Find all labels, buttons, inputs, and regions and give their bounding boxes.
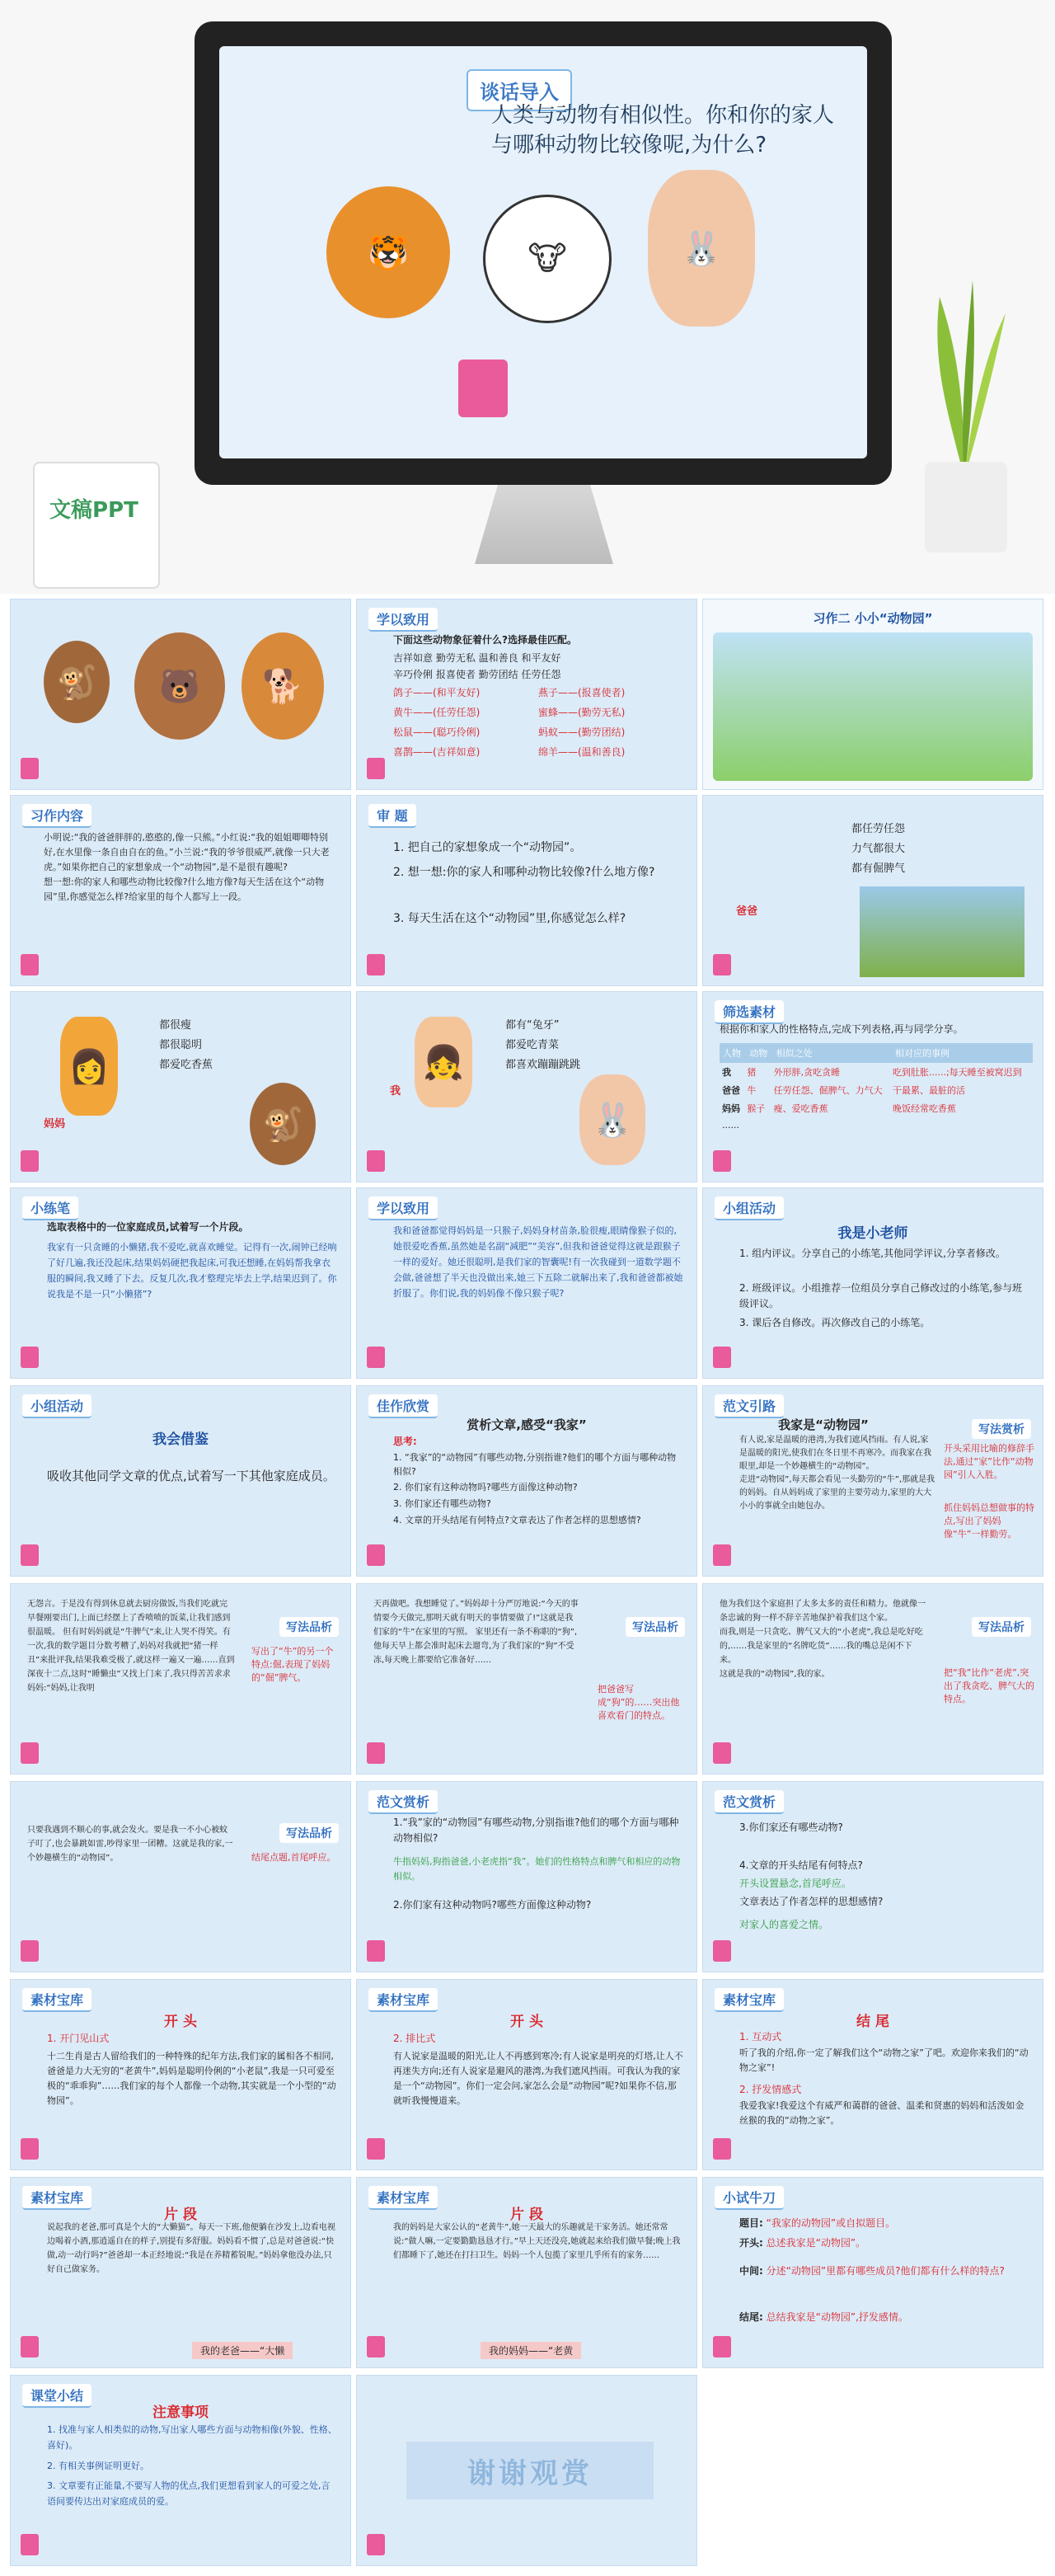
table-row	[720, 1117, 1033, 1133]
slide-model-review-2	[702, 1781, 1043, 1972]
practice-text: 我家有一只贪睡的小懒猪,我不爱吃,就喜欢睡觉。记得有一次,闹钟已经响了好几遍,我还没起床,结果妈妈硬把我起床,可我还想睡,在妈妈帮我拿衣服的瞬间,我又睡了下去。反复几次,我才整理完毕去上学,结果迟到了。你说我是不是一只“小懒猪”?	[47, 1242, 337, 1300]
slide-tag: 学以致用	[368, 1196, 438, 1220]
answer: 开头设置悬念,首尾呼应。	[739, 1878, 851, 1889]
teacher-item: 1. 组内评议。分享自己的小练笔,其他同学评议,分享者修改。	[739, 1248, 1006, 1259]
answer: 对家人的喜爱之情。	[739, 1919, 829, 1930]
question: 2.你们家有这种动物吗?哪些方面像这种动物?	[393, 1899, 592, 1911]
table-header-cell: 相对应的事例	[895, 1048, 950, 1059]
monkey-illustration: 🐒	[250, 1083, 316, 1165]
zoo-title: 习作二 小小“动物园”	[813, 611, 933, 626]
material-sub: 1. 互动式	[739, 2031, 782, 2042]
book-icon	[21, 2534, 39, 2555]
table-cell: 猪	[747, 1067, 757, 1078]
book-icon	[367, 2534, 385, 2555]
slide-model	[702, 1385, 1043, 1577]
slide-analysis-1	[10, 1583, 351, 1775]
monkey-illustration: 🐒	[44, 641, 110, 723]
table-cell: 爸爸	[722, 1085, 740, 1096]
slide-appreciate	[356, 1385, 697, 1577]
book-icon	[21, 2336, 39, 2357]
slide-analysis-3	[702, 1583, 1043, 1775]
slide-tag: 学以致用	[368, 608, 438, 632]
slide-analysis-4	[10, 1781, 351, 1972]
table-header	[720, 1043, 1033, 1063]
slide-material-2	[356, 1979, 697, 2170]
mom-illustration: 👩	[60, 1017, 118, 1116]
book-icon	[367, 1347, 385, 1368]
tryit-value: “我家的动物园”或自拟题目。	[766, 2217, 896, 2229]
question: 3.你们家还有哪些动物?	[739, 1822, 843, 1833]
think-item: 1. “我家”的“动物园”有哪些动物,分别指谁?他们的哪个方面与哪种动物相似?	[393, 1452, 677, 1477]
material-text: 我的妈妈是大家公认的“老黄牛”,她一天最大的乐趣就是干家务活。她还常常说:“做人嘛,一定要勤勤恳恳才行。”早上天还没亮,她就起来给我们做早餐;晚上我们都睡下了,她还在打扫卫生。妈妈一个人包揽了家里几乎所有的家务……	[393, 2223, 681, 2260]
book-icon	[21, 1940, 39, 1962]
content-text: 小明说:“我的爸爸胖胖的,憨憨的,像一只熊。”小红说:“我的姐姐唧唧特别好,在水里像一条自由自在的鱼。”小兰说:“我的爷爷很威严,就像一只大老虎。”如果你把自己的家想象成一个“动物园”,是不是很有趣呢? 想一想:你的家人和哪些动物比较像?什么地方像?每天生活在这个“动物园”里,你感觉怎么样?给家里的每个人都写上一段。	[44, 832, 330, 902]
slide-borrow	[10, 1385, 351, 1577]
tryit-value: 总结我家是“动物园”,抒发感情。	[766, 2311, 908, 2323]
summary-item: 3. 文章要有正能量,不要写人物的优点,我们更想看到家人的可爱之处,言语间要传达出对家庭成员的爱。	[47, 2480, 331, 2507]
apply-text: 我和爸爸都觉得妈妈是一只猴子,妈妈身材苗条,脸很瘦,眼睛像猴子似的,她很爱吃香蕉,虽然她是名副“减肥”“美容”,但我和爸爸觉得这就是跟猴子一样的爱好。她还很聪明,是我们家的智囊呢!有一次我碰到一道数学题不会做,爸爸想了半天也没做出来,她三下五除二就解出来了,我和爸爸都被她折服了。你们说,我的妈妈像不像只猴子呢?	[393, 1225, 683, 1299]
book-mascot-icon	[458, 360, 508, 417]
match-pair: 鸽子——(和平友好)	[393, 687, 481, 698]
slide-tag: 小组活动	[715, 1196, 784, 1220]
trait-table	[720, 1043, 1033, 1133]
material-text: 有人说家是温暖的阳光,让人不再感到寒冷;有人说家是明亮的灯塔,让人不再迷失方向;还有人说家是避风的港湾,为我们遮风挡雨。可我认为我的家是一个“动物园”。你们一定会问,家怎么会是“动物园”呢?如果你不信,那就听我慢慢道来。	[393, 2051, 683, 2106]
material-title: 开 头	[164, 2014, 197, 2030]
table-cell: 任劳任怨、倔脾气、力气大	[773, 1085, 883, 1096]
match-pair: 绵羊——(温和善良)	[538, 746, 626, 758]
material-text: 听了我的介绍,你一定了解我们这个“动物之家”了吧。欢迎你来我们的“动物之家”!	[739, 2047, 1029, 2073]
book-icon	[21, 1544, 39, 1566]
slide-tag: 素材宝库	[368, 2186, 438, 2210]
mom-label: 妈妈	[44, 1118, 66, 1131]
borrow-title: 我会借鉴	[152, 1431, 209, 1448]
thanks-banner: 谢谢观赏	[406, 2442, 654, 2499]
rabbit-illustration: 🐰	[579, 1074, 645, 1165]
girl-illustration: 👧	[415, 1017, 472, 1107]
me-label: 我	[390, 1085, 401, 1098]
zoo-illustration	[713, 632, 1033, 781]
tiger-illustration: 🐯	[326, 186, 450, 318]
slide-apply	[356, 1187, 697, 1379]
match-row2: 辛巧伶俐 报喜使者 勤劳团结 任劳任怨	[393, 669, 561, 680]
book-icon	[713, 1150, 731, 1172]
book-icon	[713, 1940, 731, 1962]
teacher-item: 2. 班级评议。小组推荐一位组员分享自己修改过的小练笔,参与班级评议。	[739, 1282, 1023, 1309]
material-title: 片 段	[510, 2207, 543, 2223]
me-line: 都喜欢蹦蹦跳跳	[505, 1059, 581, 1071]
review-item: 1. 把自己的家想象成一个“动物园”。	[393, 841, 582, 854]
me-line: 都爱吃青菜	[505, 1039, 560, 1051]
slide-dad	[702, 795, 1043, 986]
book-icon	[367, 758, 385, 779]
book-icon	[713, 2336, 731, 2357]
monitor-stand	[462, 485, 626, 564]
note-text: 把爸爸写成“狗”的……突出他喜欢看门的特点。	[598, 1684, 680, 1721]
table-header-cell: 动物	[749, 1048, 768, 1059]
table-cell: ......	[722, 1120, 739, 1131]
dad-line: 力气都很大	[851, 843, 906, 855]
table-row	[720, 1099, 1033, 1117]
book-icon	[713, 1544, 731, 1566]
table-cell: 外形胖,贪吃贪睡	[773, 1067, 841, 1078]
slide-material-3	[702, 1979, 1043, 2170]
question: 4.文章的开头结尾有何特点?	[739, 1859, 863, 1871]
tryit-key: 题目:	[739, 2217, 763, 2229]
tryit-item	[739, 2235, 1029, 2251]
hero-screen	[219, 46, 867, 458]
material-title: 开 头	[510, 2014, 543, 2030]
note-tag: 写法品析	[626, 1617, 685, 1637]
material-sub: 1. 开门见山式	[47, 2033, 110, 2044]
tryit-key: 中间:	[739, 2265, 763, 2277]
book-icon	[21, 1150, 39, 1172]
think-item: 4. 文章的开头结尾有何特点?文章表达了作者怎样的思想感情?	[393, 1515, 641, 1525]
slide-tag: 素材宝库	[368, 1988, 438, 2012]
mom-line: 都很聪明	[159, 1039, 203, 1051]
tryit-item	[739, 2310, 1029, 2325]
question: 文章表达了作者怎样的思想感情?	[739, 1896, 884, 1907]
match-pair: 燕子——(报喜使者)	[538, 687, 626, 698]
table-cell: 牛	[747, 1085, 757, 1096]
calendar-decoration	[33, 462, 160, 589]
book-icon	[367, 1150, 385, 1172]
slide-tag: 小练笔	[22, 1196, 78, 1220]
match-pair: 蜜蜂——(勤劳无私)	[538, 707, 626, 718]
note-tag: 写法品析	[279, 1617, 339, 1637]
table-cell: 瘦、爱吃香蕉	[773, 1103, 828, 1114]
table-row	[720, 1081, 1033, 1099]
think-item: 3. 你们家还有哪些动物?	[393, 1498, 491, 1509]
table-row	[720, 1063, 1033, 1081]
slide-tag: 范文赏析	[368, 1790, 438, 1814]
model-title: 我家是“动物园”	[778, 1417, 869, 1432]
table-prompt: 根据你和家人的性格特点,完成下列表格,再与同学分享。	[720, 1023, 964, 1035]
brand-logo: 文稿PPT	[49, 498, 138, 523]
table-cell: 晚饭经常吃香蕉	[893, 1103, 956, 1114]
slide-match	[356, 599, 697, 790]
borrow-text: 吸收其他同学文章的优点,试着写一下其他家庭成员。	[47, 1469, 335, 1483]
book-icon	[21, 954, 39, 975]
table-cell: 我	[722, 1067, 731, 1078]
book-icon	[367, 1544, 385, 1566]
book-icon	[367, 1940, 385, 1962]
summary-item: 1. 找准与家人相类似的动物,写出家人哪些方面与动物相像(外貌、性格、喜好)。	[47, 2424, 337, 2451]
slide-material-5	[356, 2177, 697, 2368]
match-pair: 黄牛——(任劳任怨)	[393, 707, 481, 718]
book-icon	[367, 2138, 385, 2160]
slide-analysis-2	[356, 1583, 697, 1775]
slide-mom	[10, 991, 351, 1182]
book-icon	[367, 2336, 385, 2357]
material-title: 结 尾	[856, 2014, 889, 2030]
dog-illustration: 🐕	[241, 632, 324, 740]
material-sub: 2. 抒发情感式	[739, 2084, 802, 2095]
table-cell: 吃到肚胀......;每天睡至被窝迟到	[893, 1067, 1022, 1078]
tryit-item	[739, 2263, 1029, 2279]
slide-tryit	[702, 2177, 1043, 2368]
book-icon	[713, 954, 731, 975]
answer: 牛指妈妈,狗指爸爸,小老虎指“我”。她们的性格特点和脾气和相应的动物相似。	[393, 1856, 681, 1882]
material-text: 说起我的老爸,那可真是个大的“大懒猫”。每天一下班,他便躺在沙发上,边看电视边喝着小酒,那逍遥自在的样子,别提有多舒服。妈妈看不惯了,总是对爸爸说:“快做,动一动行吗?”爸爸却一本正经地说:“我是在养精蓄锐呢。”妈妈拿他没办法,只好自己做家务。	[47, 2223, 335, 2274]
match-pair: 蚂蚁——(勤劳团结)	[538, 726, 626, 738]
model-text: 有人说,家是温暖的港湾,为我们遮风挡雨。有人说,家是温暖的阳光,使我们在冬日里不再寒冷。而我家在我眼里,却是一个妙趣横生的“动物园”。 走进“动物园”,每天都会看见一头勤劳的“牛”,那就是我的妈妈。自从妈妈成了家里的主要劳动力,家里的大大小小的事就全由她包办。	[739, 1436, 935, 1511]
material-title: 片 段	[164, 2207, 197, 2223]
analysis-text: 无怨言。于是没有得到休息就去厨房做饭,当我们吃就完早餐刚要出门,上面已经摆上了香喷喷的饭菜,让我们感到很温暖。 但有时妈妈就是“牛脾气”来,让人哭不得笑。有一次,我的数学题目分数考糟了,妈妈对我就把“猪一样丑”来批评我,结果我难受极了,就这样一遍又一遍……直到深夜十二点,这时“睡懒虫”又找上门来了,我只得苦苦求求妈妈:“妈妈,让我明	[27, 1600, 235, 1693]
book-icon	[713, 1347, 731, 1368]
note-tag: 写法品析	[972, 1617, 1031, 1637]
rabbit-illustration: 🐰	[648, 170, 755, 327]
note-text: 写出了“牛”的另一个特点:倔,表现了妈妈的“倔”脾气。	[251, 1646, 334, 1683]
analysis-text: 只要我遇到不顺心的事,就会发火。要是我一不小心被蚊子叮了,也会暴跳如雷,吵得家里一团糟。这就是我的家,一个妙趣横生的“动物园”。	[27, 1826, 233, 1863]
plant-pot	[925, 462, 1007, 552]
summary-title: 注意事项	[152, 2404, 209, 2421]
slide-tag: 课堂小结	[22, 2384, 91, 2408]
hero-question: 人类与动物有相似性。你和你的家人与哪种动物比较像呢,为什么?	[491, 103, 835, 157]
material-text: 我爱我家!我爱这个有威严和蔼群的爸爸、温柔和贤惠的妈妈和活泼如金丝猴的我的“动物之家”。	[739, 2100, 1025, 2126]
book-icon	[713, 2138, 731, 2160]
slide-zoo-title	[702, 599, 1043, 790]
note-tag: 写法品析	[279, 1823, 339, 1843]
slide-content	[10, 795, 351, 986]
summary-item: 2. 有相关事例证明更好。	[47, 2461, 149, 2471]
appreciate-title: 赏析文章,感受“我家”	[467, 1417, 587, 1432]
cow-photo	[860, 886, 1025, 977]
table-header-cell: 相似之处	[776, 1048, 813, 1059]
hero-slide	[0, 0, 1055, 594]
slide-model-review-1	[356, 1781, 697, 1972]
review-item: 2. 想一想:你的家人和哪种动物比较像?什么地方像?	[393, 866, 655, 879]
note-text: 开头采用比喻的修辞手法,通过“家”比作“动物园”引人入胜。	[944, 1443, 1034, 1480]
match-row1: 吉祥如意 勤劳无私 温和善良 和平友好	[393, 652, 561, 664]
table-header-cell: 人物	[723, 1048, 741, 1059]
note-text: 把“我”比作“老虎”,突出了我贪吃、脾气大的特点。	[944, 1667, 1034, 1704]
tryit-value: 分述“动物园”里都有哪些成员?他们都有什么样的特点?	[766, 2265, 1005, 2277]
slide-teacher	[702, 1187, 1043, 1379]
slide-tag: 习作内容	[22, 804, 91, 828]
book-icon	[367, 1742, 385, 1764]
slide-material-4	[10, 2177, 351, 2368]
table-cell: 干最累、最脏的活	[893, 1085, 965, 1096]
slide-tag: 筛选素材	[715, 1000, 784, 1024]
slide-tag: 范文赏析	[715, 1790, 784, 1814]
slide-tag: 审 题	[368, 804, 416, 828]
slide-practice	[10, 1187, 351, 1379]
tryit-key: 开头:	[739, 2237, 763, 2249]
note-text: 结尾点题,首尾呼应。	[251, 1852, 336, 1863]
me-line: 都有“兔牙”	[505, 1019, 560, 1032]
material-caption: 我的妈妈——“老黄	[481, 2342, 581, 2359]
book-icon	[21, 2138, 39, 2160]
book-icon	[21, 1742, 39, 1764]
material-text: 十二生肖是古人留给我们的一种特殊的纪年方法,我们家的属相各不相同,爸爸是力大无穷的“老黄牛”,妈妈是聪明伶俐的“小老鼠”,我是一只可爱至极的“乖乖狗”……我们家的每个人都像一个动物,其实就是一个小型的“动物园”。	[47, 2051, 336, 2106]
review-item: 3. 每天生活在这个“动物园”里,你感觉怎么样?	[393, 912, 626, 925]
hero-badge: 谈话导入	[467, 69, 572, 111]
slide-thanks	[356, 2375, 697, 2566]
material-sub: 2. 排比式	[393, 2033, 436, 2044]
think-label: 思考:	[393, 1436, 417, 1447]
tryit-value: 总述我家是“动物园”。	[766, 2237, 866, 2249]
slide-tag: 佳作欣赏	[368, 1394, 438, 1418]
note-tag: 写法赏析	[972, 1419, 1031, 1439]
mom-line: 都很瘦	[159, 1019, 192, 1032]
slide-animals	[10, 599, 351, 790]
slide-table	[702, 991, 1043, 1182]
practice-prompt: 选取表格中的一位家庭成员,试着写一个片段。	[47, 1221, 249, 1233]
teacher-item: 3. 课后各自修改。再次修改自己的小练笔。	[739, 1317, 931, 1328]
book-icon	[713, 1742, 731, 1764]
match-prompt: 下面这些动物象征着什么?选择最佳匹配。	[393, 634, 577, 646]
question: 1.“我”家的“动物园”有哪些动物,分别指谁?他们的哪个方面与哪种动物相似?	[393, 1817, 679, 1844]
slide-tag: 素材宝库	[22, 2186, 91, 2210]
match-pair: 喜鹊——(吉祥如意)	[393, 746, 481, 758]
think-item: 2. 你们家有这种动物吗?哪些方面像这种动物?	[393, 1482, 578, 1492]
slide-tag: 素材宝库	[22, 1988, 91, 2012]
cow-illustration: 🐮	[483, 195, 612, 323]
slide-me	[356, 991, 697, 1182]
dad-line: 都有倔脾气	[851, 863, 906, 875]
book-icon	[21, 758, 39, 779]
dad-label: 爸爸	[736, 905, 758, 918]
book-icon	[21, 1347, 39, 1368]
slide-material-1	[10, 1979, 351, 2170]
mom-line: 都爱吃香蕉	[159, 1059, 213, 1071]
teacher-title: 我是小老师	[837, 1225, 908, 1242]
slide-summary	[10, 2375, 351, 2566]
slide-tag: 小组活动	[22, 1394, 91, 1418]
book-icon	[367, 954, 385, 975]
slide-tag: 范文引路	[715, 1394, 784, 1418]
slide-tag: 素材宝库	[715, 1988, 784, 2012]
slide-tag: 小试牛刀	[715, 2186, 784, 2210]
table-cell: 妈妈	[722, 1103, 740, 1114]
note-text: 抓住妈妈总想做事的特点,写出了妈妈像“牛”一样勤劳。	[944, 1502, 1034, 1539]
match-pair: 松鼠——(聪巧伶俐)	[393, 726, 481, 738]
tryit-item	[739, 2216, 1029, 2231]
bear-illustration: 🐻	[134, 632, 225, 740]
table-cell: 猴子	[747, 1103, 766, 1114]
material-caption: 我的老爸——“大懒	[192, 2342, 293, 2359]
dad-line: 都任劳任怨	[851, 823, 906, 835]
slide-review	[356, 795, 697, 986]
analysis-text: 天再做吧。我想睡觉了。”妈妈却十分严厉地说:“今天的事情要今天做完,那明天就有明天的事情要做了!”这就是我们家的“牛”在家里的写照。 家里还有一条不称职的“狗”,他每天早上都会准时起床去遛弯,为了我们家的“狗”不受冻,每天晚上都要给它准备好……	[373, 1600, 579, 1665]
analysis-text: 他为我们这个家庭担了太多太多的责任和精力。他就像一条忠诚的狗一样不辞辛苦地保护着我们这个家。 而我,则是一只贪吃、脾气又大的“小老虎”,我总是吃好吃的,……我是家里的“名牌吃货”……我的嘴总是闲不下来。 这就是我的“动物园”,我的家。	[720, 1600, 926, 1679]
tryit-key: 结尾:	[739, 2311, 763, 2323]
